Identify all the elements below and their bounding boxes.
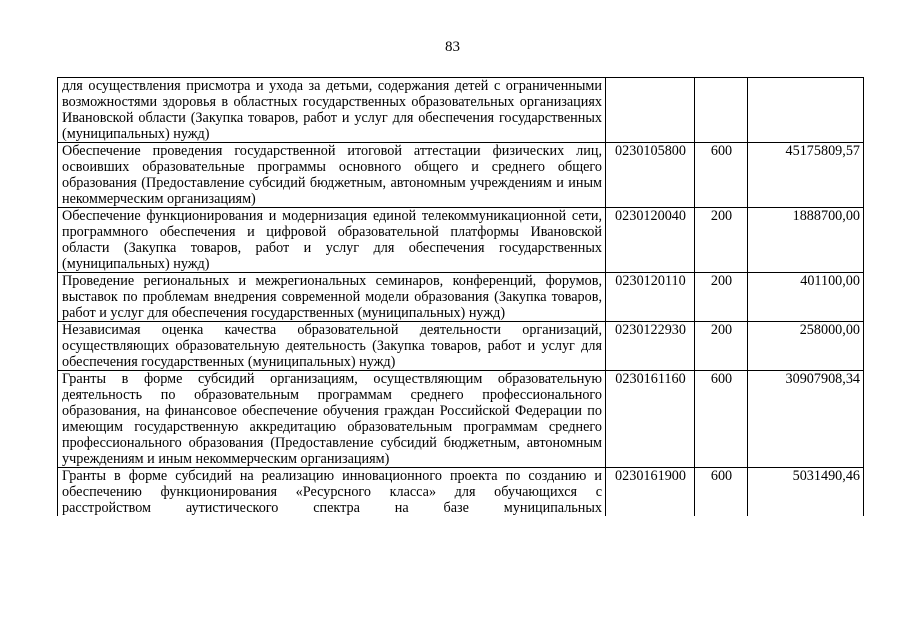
row-expense-type: 200 [695, 208, 748, 273]
row-expense-type: 200 [695, 273, 748, 322]
row-target-code: 0230105800 [606, 143, 695, 208]
row-description: Обеспечение функционирования и модернизация единой телекоммуникационной сети, программного обеспечения и цифровой образовательной платформы Ивановской области (Закупка товаров, работ и услуг для обеспечения государственных (муниципальных) нужд) [58, 208, 606, 273]
row-target-code: 0230122930 [606, 322, 695, 371]
page-number: 83 [445, 39, 460, 55]
row-expense-type: 600 [695, 143, 748, 208]
table-row [58, 273, 864, 322]
row-description: для осуществления присмотра и ухода за детьми, содержания детей с ограниченными возможностями здоровья в областных государственных образовательных организациях Ивановской области (Закупка товаров, работ и услуг для обеспечения государственных (муниципальных) нужд) [58, 78, 606, 143]
row-description: Обеспечение проведения государственной итоговой аттестации физических лиц, освоивших образовательные программы основного общего и среднего общего образования (Предоставление субсидий бюджетным, автономным учреждениям и иным некоммерческим организациям) [58, 143, 606, 208]
row-expense-type: 600 [695, 468, 748, 517]
table-row [58, 208, 864, 273]
row-description: Гранты в форме субсидий организациям, осуществляющим образовательную деятельность по образовательным программам среднего профессионального образования, на финансовое обеспечение обучения граждан Российской Федерации по имеющим государственную аккредитацию образовательным программам среднего профессионального образования (Предоставление субсидий бюджетным, автономным учреждениям и иным некоммерческим организациям) [58, 371, 606, 468]
table-row [58, 371, 864, 468]
row-expense-type [695, 78, 748, 143]
row-amount: 401100,00 [748, 273, 864, 322]
row-description: Независимая оценка качества образовательной деятельности организаций, осуществляющих образовательную деятельность (Закупка товаров, работ и услуг для обеспечения государственных (муниципальных) нужд) [58, 322, 606, 371]
table-row [58, 143, 864, 208]
row-amount: 30907908,34 [748, 371, 864, 468]
row-amount: 1888700,00 [748, 208, 864, 273]
row-amount: 258000,00 [748, 322, 864, 371]
table-row [58, 468, 864, 517]
row-description: Проведение региональных и межрегиональных семинаров, конференций, форумов, выставок по проблемам внедрения современной модели образования (Закупка товаров, работ и услуг для обеспечения государственных (муниципальных) нужд) [58, 273, 606, 322]
row-expense-type: 600 [695, 371, 748, 468]
row-expense-type: 200 [695, 322, 748, 371]
row-amount [748, 78, 864, 143]
row-amount: 45175809,57 [748, 143, 864, 208]
row-target-code: 0230120040 [606, 208, 695, 273]
row-target-code [606, 78, 695, 143]
row-amount: 5031490,46 [748, 468, 864, 517]
row-target-code: 0230161900 [606, 468, 695, 517]
table-row [58, 78, 864, 143]
row-description: Гранты в форме субсидий на реализацию инновационного проекта по созданию и обеспечению функционирования «Ресурсного класса» для обучающихся с расстройством аутистического спектра на базе муниципальных [58, 468, 606, 517]
row-target-code: 0230161160 [606, 371, 695, 468]
row-target-code: 0230120110 [606, 273, 695, 322]
table-row [58, 322, 864, 371]
budget-table [57, 77, 864, 516]
